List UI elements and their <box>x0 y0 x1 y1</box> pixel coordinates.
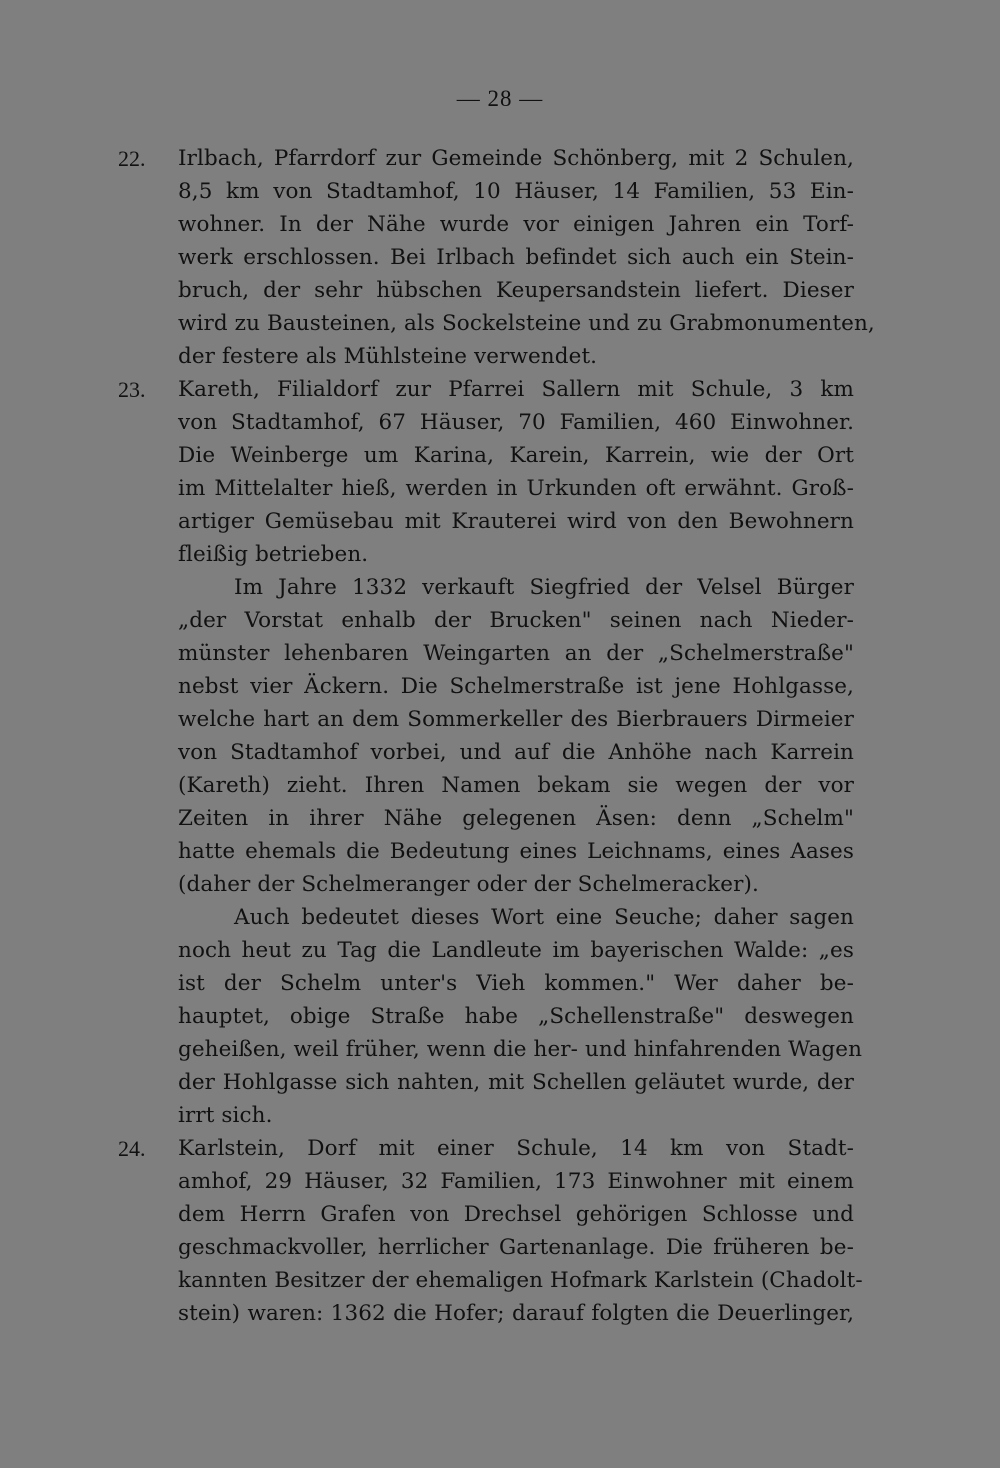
text-line: Die Weinberge um Karina, Karein, Karrein, wie der Ort <box>178 443 854 468</box>
text-line: Kareth, Filialdorf zur Pfarrei Sallern mit Schule, 3 km <box>178 377 854 402</box>
entry-number: 24. <box>118 1136 146 1161</box>
page-number: — 28 — <box>456 86 544 111</box>
text-line: wohner. In der Nähe wurde vor einigen Jahren ein Torf- <box>178 212 854 237</box>
entry-number: 23. <box>118 377 146 402</box>
text-line: Irlbach, Pfarrdorf zur Gemeinde Schönberg, mit 2 Schulen, <box>178 146 854 171</box>
text-line: (Kareth) zieht. Ihren Namen bekam sie wegen der vor <box>178 773 854 798</box>
text-line: welche hart an dem Sommerkeller des Bierbrauers Dirmeier <box>178 707 854 732</box>
text-line: irrt sich. <box>178 1103 273 1128</box>
text-line: im Mittelalter hieß, werden in Urkunden oft erwähnt. Groß- <box>178 476 854 501</box>
text-line: dem Herrn Grafen von Drechsel gehörigen Schlosse und <box>178 1202 854 1227</box>
text-line: amhof, 29 Häuser, 32 Familien, 173 Einwohner mit einem <box>178 1169 854 1194</box>
text-line: von Stadtamhof, 67 Häuser, 70 Familien, 460 Einwohner. <box>178 410 854 435</box>
text-line: bruch, der sehr hübschen Keupersandstein liefert. Dieser <box>178 278 854 303</box>
text-line: wird zu Bausteinen, als Sockelsteine und zu Grabmonumenten, <box>178 311 875 336</box>
text-line: Zeiten in ihrer Nähe gelegenen Äsen: denn „Schelm" <box>178 806 854 831</box>
text-line: Im Jahre 1332 verkauft Siegfried der Velsel Bürger <box>234 575 854 600</box>
text-line: Auch bedeutet dieses Wort eine Seuche; daher sagen <box>234 905 854 930</box>
text-line: nebst vier Äckern. Die Schelmerstraße ist jene Hohlgasse, <box>178 674 854 699</box>
text-line: kannten Besitzer der ehemaligen Hofmark Karlstein (Chadolt- <box>178 1268 863 1293</box>
text-line: noch heut zu Tag die Landleute im bayerischen Walde: „es <box>178 938 854 963</box>
text-line: (daher der Schelmeranger oder der Schelmeracker). <box>178 872 759 897</box>
text-line: der Hohlgasse sich nahten, mit Schellen geläutet wurde, der <box>178 1070 854 1095</box>
text-line: Karlstein, Dorf mit einer Schule, 14 km von Stadt- <box>178 1136 854 1161</box>
text-line: artiger Gemüsebau mit Krauterei wird von den Bewohnern <box>178 509 854 534</box>
text-line: hatte ehemals die Bedeutung eines Leichnams, eines Aases <box>178 839 854 864</box>
text-line: „der Vorstat enhalb der Brucken" seinen nach Nieder- <box>178 608 854 633</box>
text-line: geschmackvoller, herrlicher Gartenanlage. Die früheren be- <box>178 1235 854 1260</box>
text-line: der festere als Mühlsteine verwendet. <box>178 344 598 369</box>
text-line: fleißig betrieben. <box>178 542 369 567</box>
text-line: werk erschlossen. Bei Irlbach befindet sich auch ein Stein- <box>178 245 854 270</box>
text-line: von Stadtamhof vorbei, und auf die Anhöhe nach Karrein <box>178 740 854 765</box>
text-line: 8,5 km von Stadtamhof, 10 Häuser, 14 Familien, 53 Ein- <box>178 179 854 204</box>
text-line: münster lehenbaren Weingarten an der „Schelmerstraße" <box>178 641 854 666</box>
entry-number: 22. <box>118 146 146 171</box>
text-line: hauptet, obige Straße habe „Schellenstraße" deswegen <box>178 1004 854 1029</box>
text-line: ist der Schelm unter's Vieh kommen." Wer daher be- <box>178 971 854 996</box>
text-line: geheißen, weil früher, wenn die her- und hinfahrenden Wagen <box>178 1037 863 1062</box>
text-line: stein) waren: 1362 die Hofer; darauf folgten die Deuerlinger, <box>178 1301 854 1326</box>
